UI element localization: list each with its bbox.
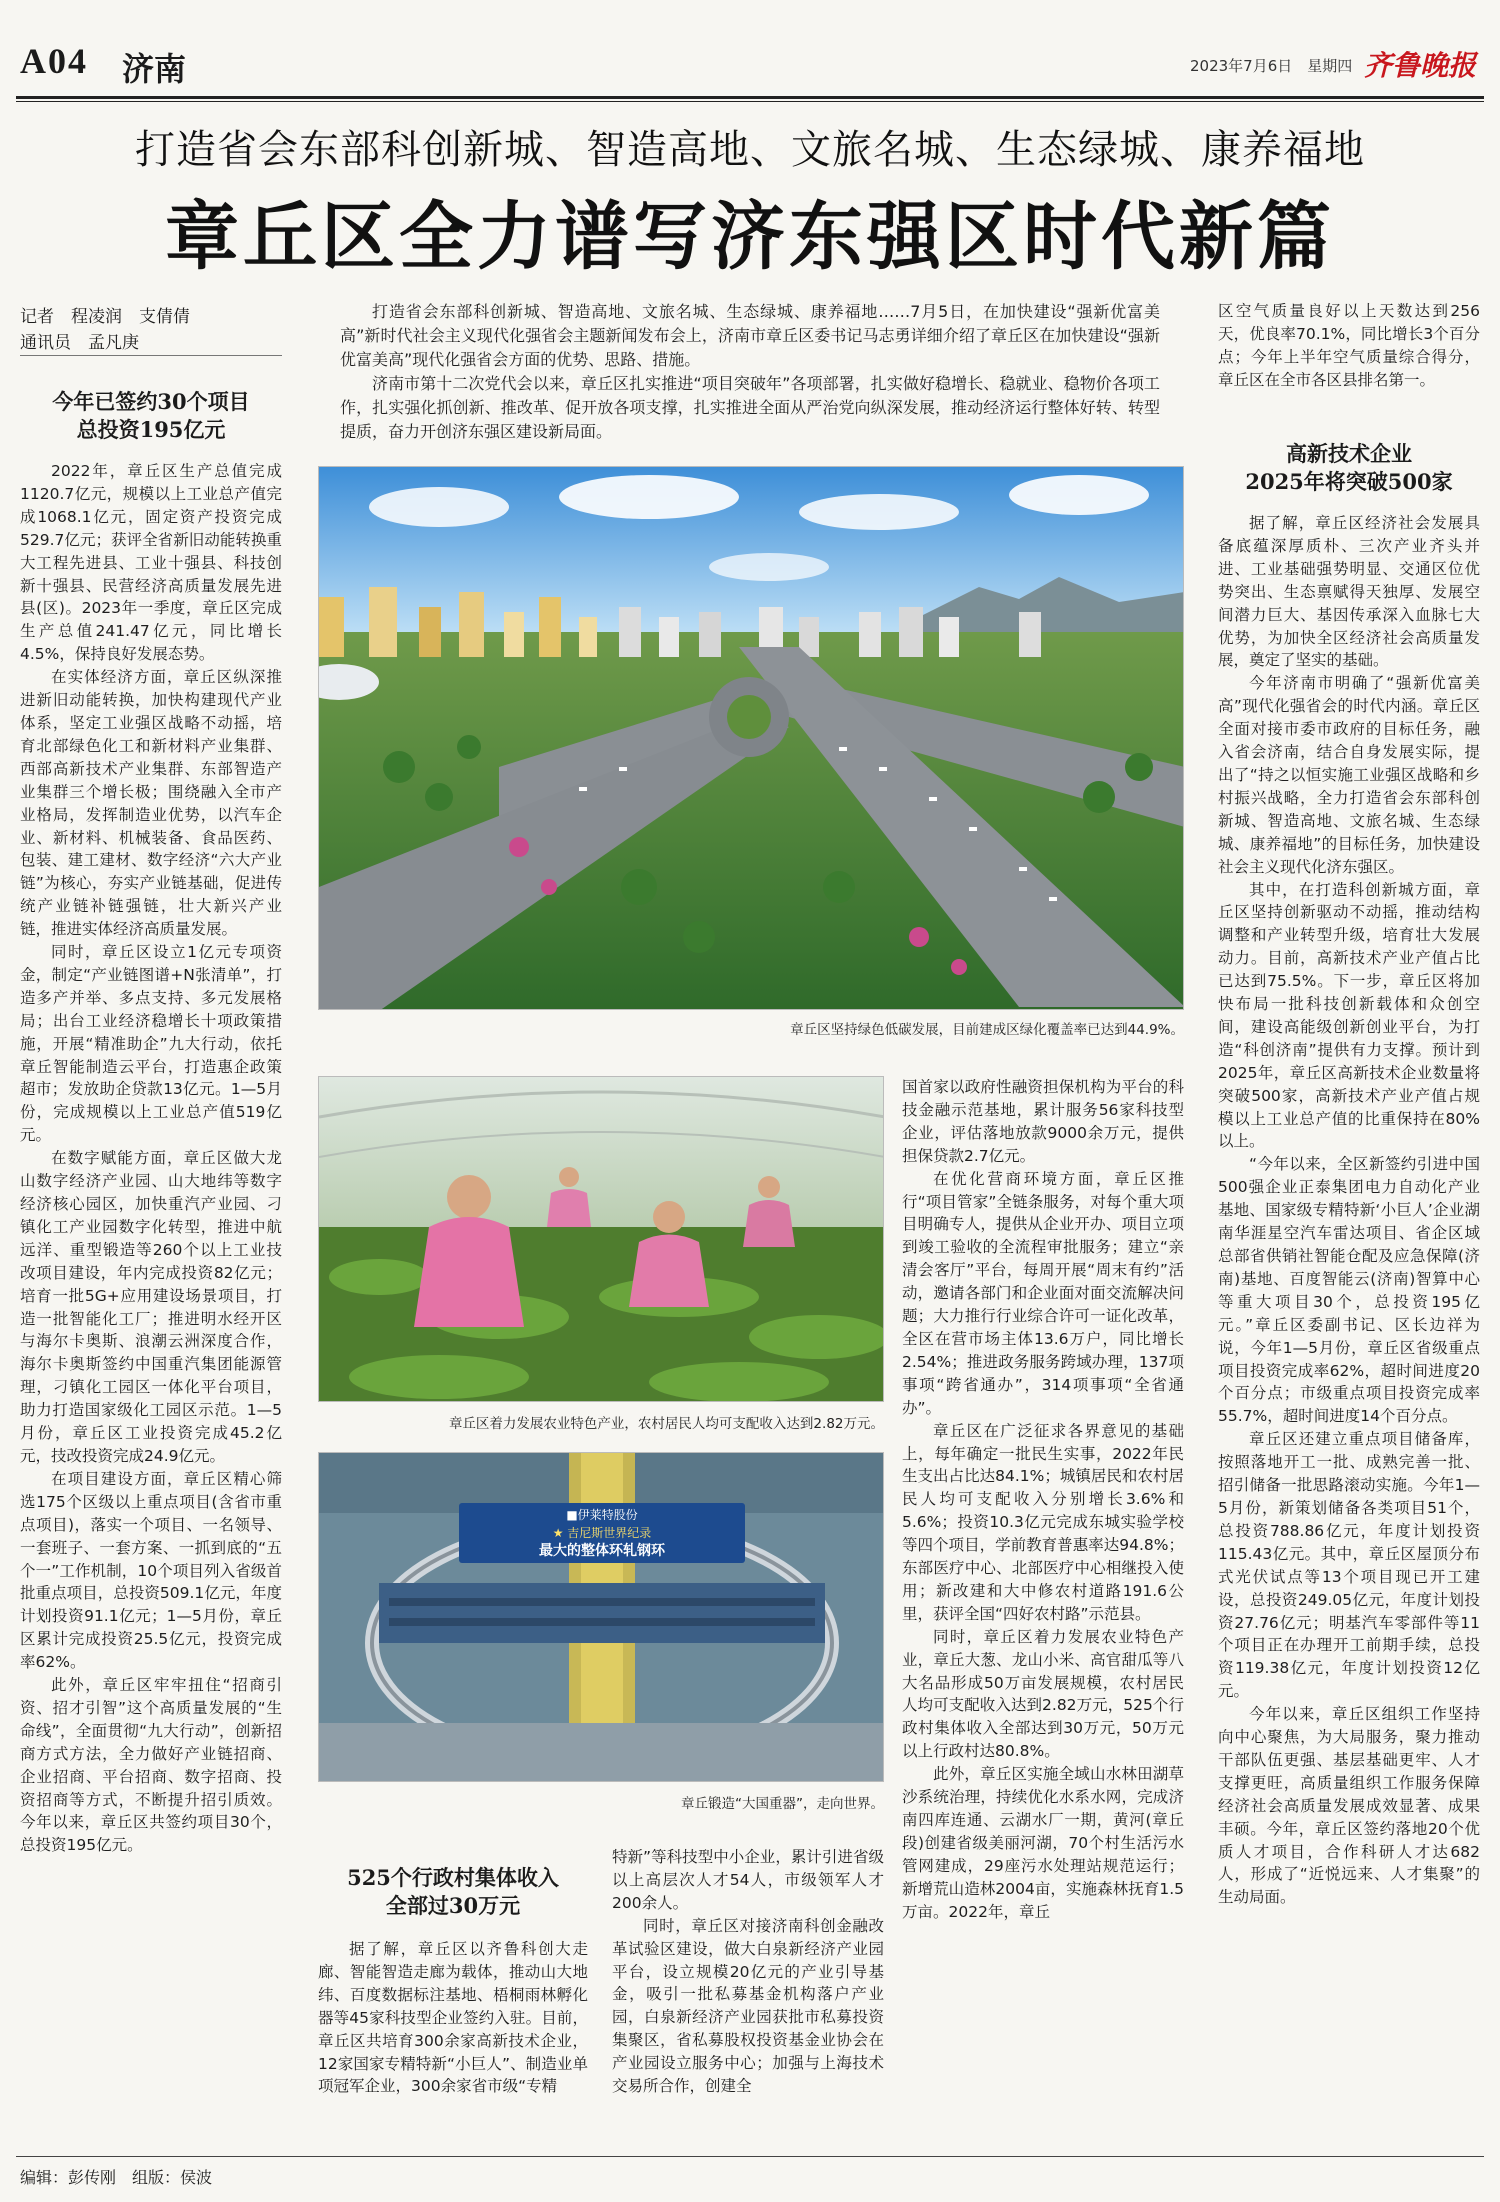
middle-paragraph: 同时，章丘区着力发展农业特色产业，章丘大葱、龙山小米、高官甜瓜等八大名品形成50万亩发展规模，农村居民人均可支配收入达到2.82万元，525个行政村集体收入全部达到30万元，50万元以上行政村达80.8%。	[902, 1627, 1184, 1761]
banner-line-2: ★ 吉尼斯世界纪录	[552, 1526, 652, 1540]
right-paragraph: 据了解，章丘区经济社会发展具备底蕴深厚质朴、三次产业齐头并进、工业基础强势明显、交通区位优势突出、生态禀赋得天独厚、发展空间潜力巨大、基因传承深入血脉七大优势，为加快全区经济社会高质量发展，奠定了坚实的基础。	[1218, 514, 1480, 670]
farm-illustration	[319, 1077, 884, 1402]
right-top-paragraph: 区空气质量良好以上天数达到256天，优良率70.1%，同比增长3个百分点；今年上半年空气质量综合得分，章丘区在全市各区县排名第一。	[1218, 302, 1480, 389]
section2b-body	[612, 1846, 884, 2150]
section2b-paragraph: 特新”等科技型中小企业，累计引进省级以上高层次人才54人，市级领军人才200余人。	[612, 1848, 884, 1912]
city-photo-caption: 章丘区坚持绿色低碳发展，目前建成区绿化覆盖率已达到44.9%。	[790, 1022, 1184, 1038]
section1-paragraph: 2022年，章丘区生产总值完成1120.7亿元，规模以上工业总产值完成1068.1亿元，固定资产投资完成529.7亿元；获评全省新旧动能转换重大工程先进县、工业十强县、科技创新十强县、民营经济高质量发展先进县(区)。2023年一季度，章丘区完成生产总值241.47亿元，同比增长4.5%，保持良好发展态势。	[20, 462, 282, 664]
section1-heading	[20, 388, 282, 444]
byline-rule	[20, 355, 282, 356]
lead-paragraphs	[340, 300, 1160, 444]
right-paragraph: 其中，在打造科创新城方面，章丘区坚持创新驱动不动摇，推动结构调整和产业转型升级，培育壮大发展动力。目前，高新技术产业产值占比已达到75.5%。下一步，章丘区将加快布局一批科技创新载体和众创空间，建设高能级创新创业平台，为打造“科创济南”提供有力支撑。预计到2025年，章丘区高新技术企业数量将突破500家，高新技术产业产值占规模以上工业总产值的比重保持在80%以上。	[1218, 880, 1480, 1151]
headline-kicker: 打造省会东部科创新城、智造高地、文旅名城、生态绿城、康养福地	[135, 127, 1365, 173]
section1-heading-line2: 总投资195亿元	[76, 417, 226, 442]
middle-paragraph: 此外，章丘区实施全域山水林田湖草沙系统治理，持续优化水系水网，完成济南四库连通、云湖水厂一期，黄河(章丘段)创建省级美丽河湖，70个村生活污水管网建成，29座污水处理站规范运行；新增荒山造林2004亩，实施森林抚育1.5万亩。2022年，章丘	[902, 1765, 1184, 1921]
city-aerial-illustration	[319, 467, 1184, 1010]
byline-correspondent: 通讯员 孟凡庚	[20, 333, 139, 353]
right-paragraph: 今年济南市明确了“强新优富美高”现代化强省会的时代内涵。章丘区全面对接市委市政府的目标任务，融入省会济南，结合自身发展实际，提出了“持之以恒实施工业强区战略和乡村振兴战略，全力打造省会东部科创新城、智造高地、文旅名城、生态绿城、康养福地”的目标任务，加快建设社会主义现代化济东强区。	[1218, 674, 1480, 876]
forging-illustration	[319, 1453, 884, 1782]
right-body	[1218, 512, 1480, 2152]
right-paragraph: 今年以来，章丘区组织工作坚持向中心聚焦，为大局服务，聚力推动干部队伍更强、基层基础更牢、人才支撑更旺，高质量组织工作服务保障经济社会高质量发展成效显著、成果丰硕。今年，章丘区签约落地20个优质人才项目，合作科研人才达682人，形成了“近悦远来、人才集聚”的生动局面。	[1218, 1705, 1480, 1907]
header-rule	[16, 96, 1484, 99]
banner-line-3: 最大的整体环轧钢环	[539, 1543, 665, 1559]
section1-paragraph: 此外，章丘区牢牢扭住“招商引资、招才引智”这个高质量发展的“生命线”，全面贯彻“九大行动”，创新招商方式方法，全力做好产业链招商、企业招商、平台招商、数字招商、投资招商等方式，不断提升招引质效。今年以来，章丘区共签约项目30个，总投资195亿元。	[20, 1676, 282, 1855]
section1-body	[20, 460, 282, 2150]
right-paragraph: “今年以来，全区新签约引进中国500强企业正泰集团电力自动化产业基地、国家级专精特新‘小巨人’企业湖南华涯星空汽车雷达项目、省企区域总部省供销社智能仓配及应急保障(济南)基地、百度智能云(济南)智算中心等重大项目30个，总投资195亿元。”章丘区委副书记、区长边祥为说，今年1—5月份，章丘区省级重点项目投资完成率62%，超时间进度20个百分点；市级重点项目投资完成率55.7%，超时间进度14个百分点。	[1218, 1155, 1480, 1426]
lead-paragraph-2: 济南市第十二次党代会以来，章丘区扎实推进“项目突破年”各项部署，扎实做好稳增长、稳就业、稳物价各项工作，扎实强化抓创新、推改革、促开放各项支撑，扎实推进全面从严治党向纵深发展，推动经济运行整体好转、转型提质，奋力开创济东强区建设新局面。	[340, 374, 1160, 441]
banner-line-1: ■伊莱特股份	[566, 1508, 638, 1522]
section2-heading	[318, 1864, 588, 1920]
forging-photo	[318, 1452, 884, 1782]
middle-body	[902, 1076, 1184, 2150]
right-paragraph: 章丘区还建立重点项目储备库，按照落地开工一批、成熟完善一批、招引储备一批思路滚动实施。今年1—5月份，新策划储备各类项目51个，总投资788.86亿元，年度计划投资115.43亿元。其中，章丘区屋顶分布式光伏试点等13个项目现已开工建设，总投资249.05亿元，年度计划投资27.76亿元；明基汽车零部件等11个项目正在办理开工前期手续，总投资119.38亿元，年度计划投资12亿元。	[1218, 1430, 1480, 1701]
newspaper-logo: 齐鲁晚报	[1364, 49, 1477, 82]
forging-photo-caption: 章丘锻造“大国重器”，走向世界。	[681, 1796, 884, 1812]
footer-editors: 编辑：彭传刚 组版：侯波	[20, 2168, 213, 2187]
section2-heading-line1: 525个行政村集体收入	[347, 1865, 559, 1890]
main-headline: 章丘区全力谱写济东强区时代新篇	[165, 194, 1335, 280]
page-number: A04	[20, 41, 88, 81]
issue-date: 2023年7月6日 星期四	[1190, 57, 1353, 75]
footer-rule	[16, 2156, 1484, 2157]
byline-reporter: 记者 程凌润 支倩倩	[20, 307, 190, 327]
section-name: 济南	[122, 50, 187, 88]
right-heading-line1: 高新技术企业	[1286, 441, 1412, 466]
header-rule-thin	[16, 101, 1484, 102]
middle-paragraph: 章丘区在广泛征求各界意见的基础上，每年确定一批民生实事，2022年民生支出占比达84.1%；城镇居民和农村居民人均可支配收入分别增长3.6%和5.6%；投资10.3亿元完成东城实验学校等四个项目，学前教育普惠率达94.8%；东部医疗中心、北部医疗中心相继投入使用；新改建和大中修农村道路191.6公里，获评全国“四好农村路”示范县。	[902, 1421, 1184, 1623]
city-aerial-photo	[318, 466, 1184, 1010]
section2b-paragraph: 同时，章丘区对接济南科创金融改革试验区建设，做大白泉新经济产业园平台，设立规模20亿元的产业引导基金，吸引一批私募基金机构落户产业园，白泉新经济产业园获批市私募投资集聚区，省私募股权投资基金业协会在产业园设立服务中心；加强与上海技术交易所合作，创建全	[612, 1916, 884, 2096]
section1-paragraph: 同时，章丘区设立1亿元专项资金，制定“产业链图谱+N张清单”，打造多产并举、多点支持、多元发展格局；出台工业经济稳增长十项政策措施，开展“精准助企”九大行动，依托章丘智能制造云平台，打造惠企政策超市；发放助企贷款13亿元。1—5月份，完成规模以上工业总产值519亿元。	[20, 943, 282, 1145]
section1-heading-line1: 今年已签约30个项目	[52, 389, 250, 414]
farm-photo-caption: 章丘区着力发展农业特色产业，农村居民人均可支配收入达到2.82万元。	[448, 1416, 884, 1432]
lead-paragraph-1: 打造省会东部科创新城、智造高地、文旅名城、生态绿城、康养福地……7月5日，在加快建设“强新优富美高”新时代社会主义现代化强省会主题新闻发布会上，济南市章丘区委书记马志勇详细介绍了章丘区在加快建设“强新优富美高”现代化强省会方面的优势、思路、措施。	[340, 302, 1160, 369]
right-heading-line2: 2025年将突破500家	[1245, 469, 1453, 494]
section2-heading-line2: 全部过30万元	[385, 1893, 521, 1918]
section1-paragraph: 在实体经济方面，章丘区纵深推进新旧动能转换，加快构建现代产业体系，坚定工业强区战略不动摇，培育北部绿色化工和新材料产业集群、西部高新技术产业集群、东部智造产业集群三个增长极；围绕融入全市产业格局，发挥制造业优势，以汽车企业、新材料、机械装备、食品医药、包装、建工建材、数字经济“六大产业链”为核心，夯实产业链基础，促进传统产业链补链强链，壮大新兴产业链，推进实体经济高质量发展。	[20, 668, 282, 939]
section1-paragraph: 在数字赋能方面，章丘区做大龙山数字经济产业园、山大地纬等数字经济核心园区，加快重汽产业园、刁镇化工产业园数字化转型，推进中航远洋、重型锻造等260个以上工业技改项目建设，年内完成投资82亿元；培育一批5G+应用建设场景项目，打造一批智能化工厂；推进明水经开区与海尔卡奥斯、浪潮云洲深度合作，海尔卡奥斯签约中国重汽集团能源管理，刁镇化工园区一体化平台项目，助力打造国家级化工园区示范。1—5月份，章丘区工业投资完成45.2亿元，技改投资完成24.9亿元。	[20, 1149, 282, 1465]
middle-paragraph: 在优化营商环境方面，章丘区推行“项目管家”全链条服务，对每个重大项目明确专人，提供从企业开办、项目立项到竣工验收的全流程审批服务；建立“亲清会客厅”平台，每周开展“周末有约”活动，邀请各部门和企业面对面交流解决问题；大力推行行业综合许可一证化改革，全区在营市场主体13.6万户，同比增长2.54%；推进政务服务跨域办理，137项事项“跨省通办”，314项事项“全省通办”。	[902, 1169, 1184, 1417]
section2-paragraph: 据了解，章丘区以齐鲁科创大走廊、智能智造走廊为载体，推动山大地纬、百度数据标注基地、梧桐雨林孵化器等45家科技型企业签约入驻。目前，章丘区共培育300余家高新技术企业，12家国家专精特新“小巨人”、制造业单项冠军企业，300余家省市级“专精	[318, 1940, 588, 2096]
section2-body	[318, 1938, 588, 2150]
section1-paragraph: 在项目建设方面，章丘区精心筛选175个区级以上重点项目(含省市重点项目)，落实一个项目、一名领导、一套班子、一套方案、一抓到底的“五个一”工作机制，10个项目列入省级首批重点项目，总投资509.1亿元，年度计划投资91.1亿元；1—5月份，章丘区累计完成投资25.5亿元，投资完成率62%。	[20, 1469, 282, 1672]
middle-paragraph: 国首家以政府性融资担保机构为平台的科技金融示范基地，累计服务56家科技型企业，评估落地放款9000余万元，提供担保贷款2.7亿元。	[902, 1078, 1184, 1165]
farm-photo	[318, 1076, 884, 1402]
right-heading	[1218, 440, 1480, 496]
